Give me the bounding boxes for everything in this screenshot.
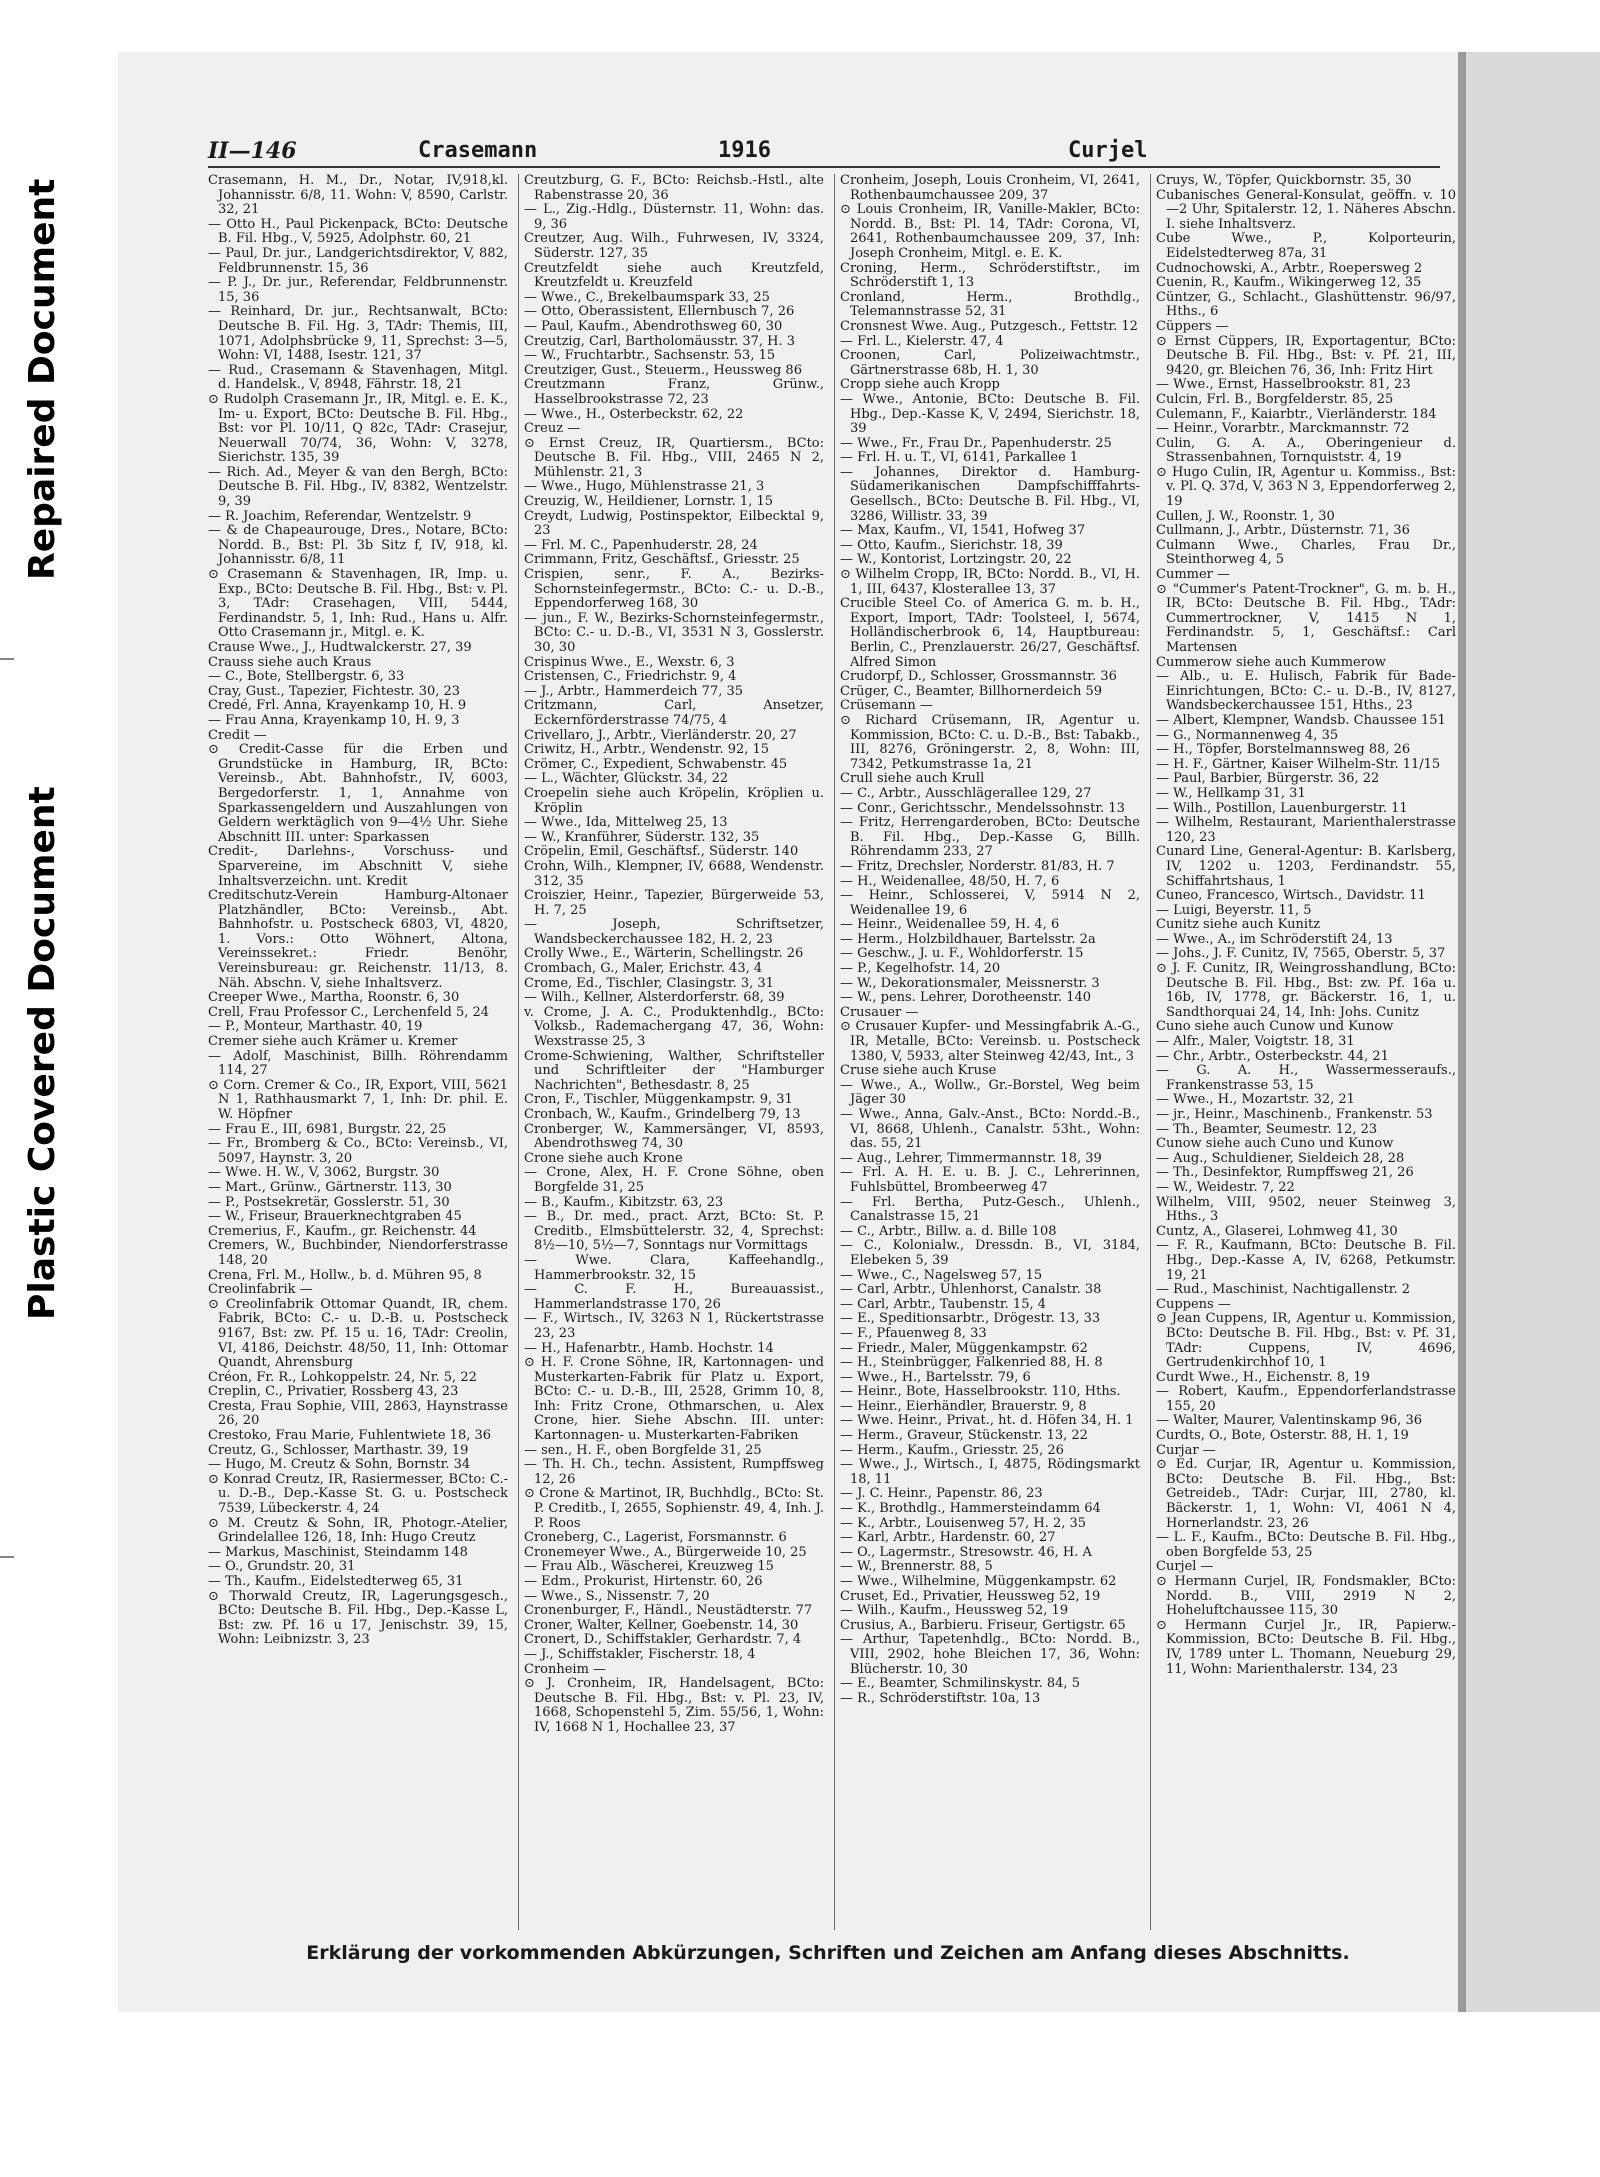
directory-entry: — Joseph, Schriftsetzer, Wandsbeckerchaussee 182, H. 2, 23 xyxy=(524,917,824,947)
directory-entry: Crimmann, Fritz, Geschäftsf., Griesstr. 25 xyxy=(524,552,800,568)
sidebar-tick xyxy=(0,1556,14,1558)
directory-entry: — Heinr., Weidenallee 59, H. 4, 6 xyxy=(840,917,1060,933)
directory-entry: — Carl, Arbtr., Uhlenhorst, Canalstr. 38 xyxy=(840,1282,1102,1298)
directory-entry: — Hugo, M. Creutz & Sohn, Bornstr. 34 xyxy=(208,1457,471,1473)
directory-entry: — Frau E., III, 6981, Burgstr. 22, 25 xyxy=(208,1121,447,1137)
directory-entry: Crestoko, Frau Marie, Fuhlentwiete 18, 36 xyxy=(208,1428,492,1444)
directory-entry: — L., Zig.-Hdlg., Düsternstr. 11, Wohn: das. 9, 36 xyxy=(524,202,824,232)
directory-entry: Crone siehe auch Krone xyxy=(524,1150,683,1166)
directory-entry: — Herm., Graveur, Stückenstr. 13, 22 xyxy=(840,1428,1088,1444)
directory-entry: — C. F. H., Bureauassist., Hammerlandstrasse 170, 26 xyxy=(524,1282,824,1312)
directory-entry: ⊙ Ernst Creuz, IR, Quartiersm., BCto: Deutsche B. Fil. Hbg., VIII, 2465 N 2, Mühlenstr. 21, 3 xyxy=(524,435,824,480)
directory-entry: — Geschw., J. u. F., Wohldorferstr. 15 xyxy=(840,946,1084,962)
directory-entry: Creuz — xyxy=(524,421,581,437)
directory-entry: Cruys, W., Töpfer, Quickbornstr. 35, 30 xyxy=(1156,174,1412,188)
directory-entry: — H., Steinbrügger, Falkenried 88, H. 8 xyxy=(840,1355,1103,1371)
directory-entry: — W., Kranführer, Süderstr. 132, 35 xyxy=(524,829,760,845)
directory-entry: ⊙ Louis Cronheim, IR, Vanille-Makler, BCto: Nordd. B., Bst: Pl. 14, TAdr: Corona, VI, 2641, Rothenbaumchaussee 209, 37, Inh: Joseph Cronheim, Mitgl. e. E. K. xyxy=(840,202,1140,261)
directory-entry: Curjar — xyxy=(1156,1442,1216,1458)
directory-entry: Creuzig, W., Heildiener, Lornstr. 1, 15 xyxy=(524,494,774,510)
directory-entry: — J., Schiffstakler, Fischerstr. 18, 4 xyxy=(524,1646,756,1662)
directory-entry: — Heinr., Bote, Hasselbrookstr. 110, Hths. xyxy=(840,1384,1121,1400)
directory-entry: Crivellaro, J., Arbtr., Vierländerstr. 20, 27 xyxy=(524,727,797,743)
directory-entry: Creydt, Ludwig, Postinspektor, Eilbecktal 9, 23 xyxy=(524,508,824,539)
directory-entry: — W., Dekorationsmaler, Meissnerstr. 3 xyxy=(840,975,1100,991)
directory-entry: Cröpelin, Emil, Geschäftsf., Süderstr. 140 xyxy=(524,844,799,860)
directory-entry: Cremer siehe auch Krämer u. Kremer xyxy=(208,1034,458,1050)
directory-entry: Creolinfabrik — xyxy=(208,1282,313,1298)
directory-entry: — H., Töpfer, Borstelmannsweg 88, 26 xyxy=(1156,742,1411,758)
directory-entry: — Wwe., H., Mozartstr. 32, 21 xyxy=(1156,1092,1355,1108)
first-name-range: Crasemann xyxy=(418,138,538,163)
directory-entry: — C., Arbtr., Ausschlägerallee 129, 27 xyxy=(840,785,1092,801)
directory-entry: Crömer, C., Expedient, Schwabenstr. 45 xyxy=(524,756,788,772)
directory-entry: Crull siehe auch Krull xyxy=(840,771,985,787)
directory-entry: — K., Brothdlg., Hammersteindamm 64 xyxy=(840,1501,1101,1517)
directory-entry: Cronenburger, F., Händl., Neustädterstr. 77 xyxy=(524,1603,813,1619)
directory-entry: Crasemann, H. M., Dr., Notar, IV,918,kl. Johannisstr. 6/8, 11. Wohn: V, 8590, Carlstr. 32, 21 xyxy=(208,174,508,218)
directory-entry: Creutzig, Carl, Bartholomäusstr. 37, H. 3 xyxy=(524,333,796,349)
directory-entry: — Th., Beamter, Seumestr. 12, 23 xyxy=(1156,1121,1378,1137)
directory-entry: — P., Postsekretär, Gosslerstr. 51, 30 xyxy=(208,1194,450,1210)
directory-entry: — Wwe., Wilhelmine, Müggenkampstr. 62 xyxy=(840,1574,1117,1589)
directory-entry: Cuneo, Francesco, Wirtsch., Davidstr. 11 xyxy=(1156,888,1426,904)
directory-entry: Culmann Wwe., Charles, Frau Dr., Steinthorweg 4, 5 xyxy=(1156,537,1456,568)
directory-entry: Cray, Gust., Tapezier, Fichtestr. 30, 23 xyxy=(208,683,461,699)
directory-entry: — P. J., Dr. jur., Referendar, Feldbrunnenstr. 15, 36 xyxy=(208,275,508,305)
directory-entry: Crombach, G., Maler, Erichstr. 43, 4 xyxy=(524,961,763,977)
directory-entry: Crüger, C., Beamter, Billhornerdeich 59 xyxy=(840,683,1102,699)
directory-entry: — O., Lagermstr., Stresowstr. 46, H. A xyxy=(840,1544,1092,1560)
directory-entry: Cube Wwe., P., Kolporteurin, Eidelstedterweg 87a, 31 xyxy=(1156,231,1456,261)
directory-entry: Cronemeyer Wwe., A., Bürgerweide 10, 25 xyxy=(524,1544,807,1560)
column-divider xyxy=(1150,174,1151,1930)
directory-entry: Curjel — xyxy=(1156,1559,1214,1575)
directory-entry: Crucible Steel Co. of America G. m. b. H., Export, Import, TAdr: Toolsteel, I, 5674, Holländischerbrook 6, 14, Hauptbureau: Berlin, C., Prenzlauerstr. 26/27, Geschäftsf. Alfred Simon xyxy=(840,596,1140,670)
directory-entry: Cuno siehe auch Cunow und Kunow xyxy=(1156,1019,1394,1035)
directory-entry: — & de Chapeaurouge, Dres., Notare, BCto: Nordd. B., Bst: Pl. 3b Sitz f, IV, 918, kl. Johannisstr. 6/8, 11 xyxy=(208,523,508,568)
page-header xyxy=(208,138,1298,178)
directory-entry: — Wwe. Heinr., Privat., ht. d. Höfen 34, H. 1 xyxy=(840,1413,1134,1429)
directory-entry: — Mart., Grünw., Gärtnerstr. 113, 30 xyxy=(208,1179,452,1195)
directory-entry: — Johs., J. F. Cunitz, IV, 7565, Oberstr. 5, 37 xyxy=(1156,946,1446,962)
directory-entry: — G., Normannenweg 4, 35 xyxy=(1156,727,1339,743)
directory-entry: Crohn, Wilh., Klempner, IV, 6688, Wendenstr. 312, 35 xyxy=(524,858,824,889)
directory-entry: ⊙ Jean Cuppens, IR, Agentur u. Kommission, BCto: Deutsche B. Fil. Hbg., Bst: v. Pf. 31, TAdr: Cuppens, IV, 4696, Gertrudenkirchhof 10, 1 xyxy=(1156,1311,1456,1371)
directory-entry: Cronbach, W., Kaufm., Grindelberg 79, 13 xyxy=(524,1107,801,1122)
abbreviation-footnote: Erklärung der vorkommenden Abkürzungen, Schriften und Zeichen am Anfang dieses Abschnitts. xyxy=(306,1942,1350,1964)
directory-entry: — Wwe., Ida, Mittelweg 25, 13 xyxy=(524,815,728,831)
directory-entry: — Wwe., Ernst, Hasselbrookstr. 81, 23 xyxy=(1156,377,1411,393)
directory-column xyxy=(524,174,824,1964)
directory-entry: — Heinr., Schlosserei, V, 5914 N 2, Weidenallee 19, 6 xyxy=(840,888,1140,918)
directory-entry: — H., Weidenallee, 48/50, H. 7, 6 xyxy=(840,873,1060,889)
directory-entry: — Wilh., Kaufm., Heussweg 52, 19 xyxy=(840,1603,1069,1619)
directory-entry: — Robert, Kaufm., Eppendorferlandstrasse 155, 20 xyxy=(1156,1384,1456,1414)
directory-entry: — W., Friseur, Brauerknechtgraben 45 xyxy=(208,1209,462,1225)
directory-entry: ⊙ Wilhelm Cropp, IR, BCto: Nordd. B., VI, H. 1, III, 6437, Klosterallee 13, 37 xyxy=(840,567,1140,597)
directory-entry: — P., Monteur, Marthastr. 40, 19 xyxy=(208,1019,423,1035)
directory-entry: Croiszier, Heinr., Tapezier, Bürgerweide 53, H. 7, 25 xyxy=(524,888,824,918)
directory-entry: Crolly Wwe., E., Wärterin, Schellingstr. 26 xyxy=(524,946,804,962)
directory-entry: — Frau Alb., Wäscherei, Kreuzweg 15 xyxy=(524,1559,774,1575)
directory-column xyxy=(1156,174,1456,1964)
directory-column xyxy=(208,174,508,1964)
directory-entry: Cunow siehe auch Cuno und Kunow xyxy=(1156,1136,1394,1152)
directory-entry: ⊙ Ernst Cüppers, IR, Exportagentur, BCto: Deutsche B. Fil. Hbg., Bst: v. Pf. 21, III, 9420, gr. Bleichen 76, 36, Inh: Fritz Hirt xyxy=(1156,333,1456,378)
directory-entry: — W., Kontorist, Lortzingstr. 20, 22 xyxy=(840,552,1072,568)
directory-entry: Cristensen, C., Friedrichstr. 9, 4 xyxy=(524,669,737,685)
directory-entry: — jr., Heinr., Maschinenb., Frankenstr. 53 xyxy=(1156,1107,1433,1122)
directory-entry: — Aug., Lehrer, Timmermannstr. 18, 39 xyxy=(840,1150,1102,1166)
directory-entry: ⊙ Thorwald Creutz, IR, Lagerungsgesch., BCto: Deutsche B. Fil. Hbg., Dep.-Kasse L, Bst: zw. Pf. 16 u 17, Jenischstr. 39, 15, Wohn: Leibnizstr. 3, 23 xyxy=(208,1588,508,1648)
directory-entry: — G. A. H., Wassermesseraufs., Frankenstrasse 53, 15 xyxy=(1156,1063,1456,1093)
directory-entry: Cummerow siehe auch Kummerow xyxy=(1156,654,1386,670)
directory-entry: Crudorpf, D., Schlosser, Grossmannstr. 36 xyxy=(840,669,1117,685)
directory-entry: Cüppers — xyxy=(1156,318,1229,334)
directory-entry: — J., Arbtr., Hammerdeich 77, 35 xyxy=(524,683,744,699)
directory-entry: Creutzburg, G. F., BCto: Reichsb.-Hstl., alte Rabenstrasse 20, 36 xyxy=(524,174,824,203)
directory-entry: — B., Kaufm., Kibitzstr. 63, 23 xyxy=(524,1194,724,1210)
directory-entry: — Fritz, Drechsler, Norderstr. 81/83, H. 7 xyxy=(840,858,1115,874)
directory-entry: Crauss siehe auch Kraus xyxy=(208,654,372,670)
directory-entry: — Carl, Arbtr., Taubenstr. 15, 4 xyxy=(840,1296,1046,1312)
directory-entry: — H., Hafenarbtr., Hamb. Hochstr. 14 xyxy=(524,1340,774,1356)
directory-entry: — Wwe., S., Nissenstr. 7, 20 xyxy=(524,1588,710,1604)
directory-entry: — Herm., Kaufm., Griesstr. 25, 26 xyxy=(840,1442,1064,1458)
directory-entry: — C., Arbtr., Billw. a. d. Bille 108 xyxy=(840,1223,1057,1239)
directory-entry: — Th., Kaufm., Eidelstedterweg 65, 31 xyxy=(208,1574,464,1589)
directory-entry: — Edm., Prokurist, Hirtenstr. 60, 26 xyxy=(524,1574,763,1589)
directory-entry: — Wwe., H., Osterbeckstr. 62, 22 xyxy=(524,406,744,422)
directory-entry: Cudnochowski, A., Arbtr., Roepersweg 2 xyxy=(1156,260,1423,276)
directory-entry: — Wwe. Clara, Kaffeehandlg., Hammerbrookstr. 32, 15 xyxy=(524,1252,824,1283)
directory-entry: Cronert, D., Schiffstakler, Gerhardstr. 7, 4 xyxy=(524,1632,802,1648)
directory-entry: Cruse siehe auch Kruse xyxy=(840,1063,997,1079)
directory-entry: Cuenin, R., Kaufm., Wikingerweg 12, 35 xyxy=(1156,275,1422,291)
directory-entry: — Heinr., Eierhändler, Brauerstr. 9, 8 xyxy=(840,1398,1087,1414)
directory-entry: Crome, Ed., Tischler, Clasingstr. 3, 31 xyxy=(524,975,774,991)
directory-entry: — L., Wächter, Glückstr. 34, 22 xyxy=(524,771,729,787)
directory-entry: — W., pens. Lehrer, Dorotheenstr. 140 xyxy=(840,990,1092,1006)
directory-entry: ⊙ Hermann Curjel, IR, Fondsmakler, BCto: Nordd. B., VIII, 2919 N 2, Hoheluftchaussee 115, 30 xyxy=(1156,1574,1456,1619)
directory-entry: — Aug., Schuldiener, Sieldeich 28, 28 xyxy=(1156,1150,1405,1166)
year-label: 1916 xyxy=(718,138,771,163)
directory-entry: ⊙ Hermann Curjel Jr., IR, Papierw.-Kommission, BCto: Deutsche B. Fil. Hbg., IV, 1789 unter L. Thomann, Neueburg 29, 11, Wohn: Marienthalerstr. 134, 23 xyxy=(1156,1617,1456,1677)
directory-entry: Cron, F., Tischler, Müggenkampstr. 9, 31 xyxy=(524,1092,793,1108)
directory-entry: Cronsnest Wwe. Aug., Putzgesch., Fettstr. 12 xyxy=(840,318,1138,334)
directory-entry: Cronberger, W., Kammersänger, VI, 8593, Abendrothsweg 74, 30 xyxy=(524,1121,824,1152)
directory-entry: — Frl. H. u. T., VI, 6141, Parkallee 1 xyxy=(840,450,1079,466)
header-rule xyxy=(208,166,1440,168)
directory-entry: — Rud., Crasemann & Stavenhagen, Mitgl. d. Handelsk., V, 8948, Fährstr. 18, 21 xyxy=(208,362,508,393)
directory-entry: — L. F., Kaufm., BCto: Deutsche B. Fil. Hbg., oben Borgfelde 53, 25 xyxy=(1156,1530,1456,1560)
directory-entry: — Wwe., C., Brekelbaumspark 33, 25 xyxy=(524,289,770,305)
directory-entry: Croepelin siehe auch Kröpelin, Kröplien u. Kröplin xyxy=(524,785,824,816)
directory-entry: Creplin, C., Privatier, Rossberg 43, 23 xyxy=(208,1384,459,1400)
directory-entry: — Fr., Bromberg & Co., BCto: Vereinsb., VI, 5097, Haynstr. 3, 20 xyxy=(208,1136,508,1166)
directory-entry: — Th. H. Ch., techn. Assistent, Rumpffsweg 12, 26 xyxy=(524,1457,824,1487)
directory-entry: ⊙ J. Cronheim, IR, Handelsagent, BCto: Deutsche B. Fil. Hbg., Bst: v. Pl. 23, IV, 1668, Schopenstehl 5, Zim. 55/56, 1, Wohn: IV, 1668 N 1, Hochallee 23, 37 xyxy=(524,1676,824,1735)
directory-entry: Crome-Schwiening, Walther, Schriftsteller und Schriftleiter der "Hamburger Nachrichten", Bethesdastr. 8, 25 xyxy=(524,1048,824,1093)
directory-entry: — H. F., Gärtner, Kaiser Wilhelm-Str. 11/15 xyxy=(1156,756,1441,772)
column-divider xyxy=(518,174,519,1930)
directory-entry: v. Crome, J. A. C., Produktenhdlg., BCto: Volksb., Rademachergang 47, 36, Wohn: Wexstrasse 25, 3 xyxy=(524,1004,824,1050)
directory-entry: Criwitz, H., Arbtr., Wendenstr. 92, 15 xyxy=(524,742,770,758)
directory-entry: Cronheim — xyxy=(524,1661,607,1677)
directory-entry: Creutz, G., Schlosser, Marthastr. 39, 19 xyxy=(208,1442,469,1458)
directory-entry: — Heinr., Vorarbtr., Marckmannstr. 72 xyxy=(1156,421,1410,437)
directory-entry: Cremerius, F., Kaufm., gr. Reichenstr. 44 xyxy=(208,1223,477,1239)
plastic-covered-document-label: Plastic Covered Document xyxy=(22,786,63,1320)
directory-entry: — F. R., Kaufmann, BCto: Deutsche B. Fil. Hbg., Dep.-Kasse A, IV, 6268, Petkumstr. 19, 21 xyxy=(1156,1238,1456,1283)
directory-entry: — jun., F. W., Bezirks-Schornsteinfegermstr., BCto: C.- u. D.-B., VI, 3531 N 3, Gosslerstr. 30, 30 xyxy=(524,610,824,655)
directory-entry: Crusius, A., Barbieru. Friseur, Gertigstr. 65 xyxy=(840,1617,1126,1633)
directory-entry: ⊙ Crusauer Kupfer- und Messingfabrik A.-G., IR, Metalle, BCto: Vereinsb. u. Postscheck 1380, V, 5933, alter Steinweg 42/43, Int., 3 xyxy=(840,1019,1140,1064)
directory-entry: — Frl. A. H. E. u. B. J. C., Lehrerinnen, Fuhlsbüttel, Brombeerweg 47 xyxy=(840,1165,1140,1195)
directory-entry: ⊙ Richard Crüsemann, IR, Agentur u. Kommission, BCto: C. u. D.-B., Bst: Tabakb., III, 8276, Gröningerstr. 2, 8, Wohn: III, 7342, Petkumstrasse 1a, 21 xyxy=(840,712,1140,772)
directory-entry: — Wwe., C., Nagelsweg 57, 15 xyxy=(840,1267,1043,1283)
directory-entry: — W., Fruchtarbtr., Sachsenstr. 53, 15 xyxy=(524,348,776,364)
directory-entry: — Arthur, Tapetenhdlg., BCto: Nordd. B., VIII, 2902, hohe Bleichen 17, 36, Wohn: Blücherstr. 10, 30 xyxy=(840,1632,1140,1677)
directory-entry: ⊙ Corn. Cremer & Co., IR, Export, VIII, 5621 N 1, Rathhausmarkt 7, 1, Inh: Dr. phil. E. W. Höpfner xyxy=(208,1077,508,1122)
directory-entry: Culin, G. A. A., Oberingenieur d. Strassenbahnen, Tornquiststr. 4, 19 xyxy=(1156,435,1456,466)
directory-entry: — Frau Anna, Krayenkamp 10, H. 9, 3 xyxy=(208,712,460,728)
directory-entry: — Crone, Alex, H. F. Crone Söhne, oben Borgfelde 31, 25 xyxy=(524,1165,824,1195)
directory-entry: — Markus, Maschinist, Steindamm 148 xyxy=(208,1544,468,1560)
directory-entry: Croneberg, C., Lagerist, Forsmannstr. 6 xyxy=(524,1530,787,1546)
directory-entry: — Johannes, Direktor d. Hamburg-Südamerikanischen Dampfschifffahrts-Gesellsch., BCto: Deutsche B. Fil. Hbg., VI, 3286, Willistr. 33, 39 xyxy=(840,464,1140,524)
directory-entry: — Albert, Klempner, Wandsb. Chaussee 151 xyxy=(1156,712,1446,728)
directory-entry: ⊙ Creolinfabrik Ottomar Quandt, IR, chem. Fabrik, BCto: C.- u. D.-B. u. Postscheck 9167, Bst: zw. Pf. 15 u. 16, TAdr: Creolin, VI, 4186, Deichstr. 48/50, 11, Inh: Ottomar Quandt, Ahrensburg xyxy=(208,1296,508,1371)
directory-entry: Crusauer — xyxy=(840,1004,919,1020)
directory-entry: Culemann, F., Kaiarbtr., Vierländerstr. 184 xyxy=(1156,406,1437,422)
directory-entry: — E., Beamter, Schmilinskystr. 84, 5 xyxy=(840,1676,1080,1692)
directory-entry: ⊙ J. F. Cunitz, IR, Weingrosshandlung, BCto: Deutsche B. Fil. Hbg., Bst: zw. Pf. 16a u. 16b, IV, 1778, gr. Bäckerstr. 16, 1, u. Sandthorquai 24, 14, Inh: Johs. Cunitz xyxy=(1156,961,1456,1020)
directory-entry: — Friedr., Maler, Müggenkampstr. 62 xyxy=(840,1340,1088,1356)
directory-entry: — E., Speditionsarbtr., Drögestr. 13, 33 xyxy=(840,1311,1101,1327)
directory-entry: — Th., Desinfektor, Rumpffsweg 21, 26 xyxy=(1156,1165,1414,1181)
directory-entry: — Wwe., A., Wollw., Gr.-Borstel, Weg beim Jäger 30 xyxy=(840,1077,1140,1108)
directory-entry: — C., Kolonialw., Dressdn. B., VI, 3184, Elebeken 5, 39 xyxy=(840,1238,1140,1268)
directory-entry: Creutziger, Gust., Steuerm., Heussweg 86 xyxy=(524,362,802,378)
directory-entry: — Conr., Gerichtsschr., Mendelssohnstr. 13 xyxy=(840,800,1125,816)
directory-entry: — Wwe., Fr., Frau Dr., Papenhuderstr. 25 xyxy=(840,435,1112,451)
directory-entry: ⊙ M. Creutz & Sohn, IR, Photogr.-Atelier, Grindelallee 126, 18, Inh: Hugo Creutz xyxy=(208,1515,508,1546)
directory-entry: — Wwe., Antonie, BCto: Deutsche B. Fil. Hbg., Dep.-Kasse K, V, 2494, Sierichstr. 18, 39 xyxy=(840,391,1140,437)
sidebar-tick xyxy=(0,658,14,660)
directory-entry: — Wwe., Hugo, Mühlenstrasse 21, 3 xyxy=(524,479,765,495)
directory-entry: Cunard Line, General-Agentur: B. Karlsberg, IV, 1202 u. 1203, Ferdinandstr. 55, Schiffahrtshaus, 1 xyxy=(1156,844,1456,889)
directory-entry: — Otto, Kaufm., Sierichstr. 18, 39 xyxy=(840,537,1063,553)
directory-entry: Cummer — xyxy=(1156,567,1231,583)
directory-entry: Crena, Frl. M., Hollw., b. d. Mühren 95, 8 xyxy=(208,1267,482,1283)
directory-entry: ⊙ Rudolph Crasemann Jr., IR, Mitgl. e. E. K., Im- u. Export, BCto: Deutsche B. Fil. Hbg., Bst: vor Pl. 10/11, Q 82c, TAdr: Crasejur, Neuerwall 70/74, 36, Wohn: V, 3278, Sierichstr. 135, 39 xyxy=(208,391,508,466)
directory-entry: — Wwe., Anna, Galv.-Anst., BCto: Nordd.-B., VI, 8668, Uhlenh., Canalstr. 53ht., Wohn: das. 55, 21 xyxy=(840,1107,1140,1152)
directory-entry: — Rich. Ad., Meyer & van den Bergh, BCto: Deutsche B. Fil. Hbg., IV, 8382, Wentzelstr. 9, 39 xyxy=(208,464,508,510)
directory-entry: — Frl. M. C., Papenhuderstr. 28, 24 xyxy=(524,537,758,553)
directory-entry: Crispinus Wwe., E., Wexstr. 6, 3 xyxy=(524,654,735,670)
directory-entry: Creditschutz-Verein Hamburg-Altonaer Platzhändler, BCto: Vereinsb., Abt. Bahnhofstr. u. Postscheck 6803, VI, 4820, 1. Vors.: Otto Wöhnert, Altona, Vereinssekret.: Friedr. Benöhr, Vereinsbureau: gr. Reichenstr. 11/13, 8. Näh. Abschn. V, siehe Inhaltsverz. xyxy=(208,888,508,991)
directory-entry: Critzmann, Carl, Ansetzer, Eckernförderstrasse 74/75, 4 xyxy=(524,698,824,728)
directory-entry: — Alb., u. E. Hulisch, Fabrik für Bade-Einrichtungen, BCto: C.- u. D.-B., IV, 8127, Wandsbeckerchaussee 151, Hths., 23 xyxy=(1156,669,1456,714)
directory-entry: Creeper Wwe., Martha, Roonstr. 6, 30 xyxy=(208,990,460,1006)
column-divider xyxy=(834,174,835,1930)
directory-entry: — R., Schröderstiftstr. 10a, 13 xyxy=(840,1690,1041,1706)
directory-entry: — Walter, Maurer, Valentinskamp 96, 36 xyxy=(1156,1413,1422,1429)
directory-entry: — Otto H., Paul Pickenpack, BCto: Deutsche B. Fil. Hbg., V, 5925, Adolphstr. 60, 21 xyxy=(208,216,508,247)
directory-entry: — Wwe., A., im Schröderstift 24, 13 xyxy=(1156,931,1393,947)
directory-entry: — Paul, Kaufm., Abendrothsweg 60, 30 xyxy=(524,318,783,334)
directory-entry: Cremers, W., Buchbinder, Niendorferstrasse 148, 20 xyxy=(208,1238,508,1268)
directory-entry: — Otto, Oberassistent, Ellernbusch 7, 26 xyxy=(524,304,795,320)
directory-entry: — Karl, Arbtr., Hardenstr. 60, 27 xyxy=(840,1530,1056,1546)
directory-entry: Cropp siehe auch Kropp xyxy=(840,377,1000,393)
directory-entry: — Luigi, Beyerstr. 11, 5 xyxy=(1156,902,1312,918)
directory-entry: ⊙ H. F. Crone Söhne, IR, Kartonnagen- und Musterkarten-Fabrik für Platz u. Export, BCto: C.- u. D.-B., III, 2528, Grimm 10, 8, Inh: Fritz Crone, Othmarschen, u. Alex Crone, hier. Siehe Abschn. III. unter: Kartonnagen- u. Musterkarten-Fabriken xyxy=(524,1355,824,1444)
directory-entry: — Rud., Maschinist, Nachtigallenstr. 2 xyxy=(1156,1282,1411,1298)
directory-entry: — Fritz, Herrengarderoben, BCto: Deutsche B. Fil. Hbg., Dep.-Kasse G, Billh. Röhrendamm 233, 27 xyxy=(840,815,1140,860)
directory-entry: Cronheim, Joseph, Louis Cronheim, VI, 2641, Rothenbaumchaussee 209, 37 xyxy=(840,174,1140,203)
directory-entry: ⊙ Credit-Casse für die Erben und Grundstücke in Hamburg, IR, BCto: Vereinsb., Abt. Bahnhofstr., IV, 6003, Bergedorferstr. 1, 1, Annahme von Sparkassengeldern und Auszahlungen von Geldern werktäglich von 9—4½ Uhr. Siehe Abschnitt III. unter: Sparkassen xyxy=(208,742,508,845)
directory-entry: Croning, Herm., Schröderstiftstr., im Schröderstift 1, 13 xyxy=(840,260,1140,291)
last-name-range: Curjel xyxy=(1068,138,1148,163)
directory-entry: Cuppens — xyxy=(1156,1296,1231,1312)
directory-entry: — Paul, Barbier, Bürgerstr. 36, 22 xyxy=(1156,771,1380,787)
directory-entry: Cuntz, A., Glaserei, Lohmweg 41, 30 xyxy=(1156,1223,1398,1239)
directory-entry: Wilhelm, VIII, 9502, neuer Steinweg 3, Hths., 3 xyxy=(1156,1194,1456,1225)
directory-entry: — Adolf, Maschinist, Billh. Röhrendamm 114, 27 xyxy=(208,1048,508,1079)
directory-entry: — F., Pfauenweg 8, 33 xyxy=(840,1325,987,1341)
directory-column xyxy=(840,174,1140,1964)
directory-entry: — Alfr., Maler, Voigtstr. 18, 31 xyxy=(1156,1034,1355,1050)
directory-entry: ⊙ Crone & Martinot, IR, Buchhdlg., BCto: St. P. Creditb., I, 2655, Sophienstr. 49, 4, Inh. J. P. Roos xyxy=(524,1486,824,1531)
directory-entry: Créon, Fr. R., Lohkoppelstr. 24, Nr. 5, 22 xyxy=(208,1369,477,1385)
directory-entry: Crell, Frau Professor C., Lerchenfeld 5, 24 xyxy=(208,1004,490,1020)
directory-entry: Cullen, J. W., Roonstr. 1, 30 xyxy=(1156,508,1335,524)
directory-entry: — Wwe., J., Wirtsch., I, 4875, Rödingsmarkt 18, 11 xyxy=(840,1457,1140,1487)
directory-entry: Crispien, senr., F. A., Bezirks-Schornsteinfegermstr., BCto: C.- u. D.-B., Eppendorferweg 168, 30 xyxy=(524,567,824,612)
directory-entry: Culcin, Frl. B., Borgfelderstr. 85, 25 xyxy=(1156,391,1394,407)
directory-entry: — Wilhelm, Restaurant, Marienthalerstrasse 120, 23 xyxy=(1156,815,1456,845)
directory-entry: — Wwe., H., Bartelsstr. 79, 6 xyxy=(840,1369,1031,1385)
directory-entry: Crause Wwe., J., Hudtwalckerstr. 27, 39 xyxy=(208,640,472,655)
directory-entry: — K., Arbtr., Louisenweg 57, H. 2, 35 xyxy=(840,1515,1087,1531)
scan-shadow-edge xyxy=(1458,52,1466,2012)
directory-entry: Cunitz siehe auch Kunitz xyxy=(1156,917,1321,933)
directory-entry: — W., Brennerstr. 88, 5 xyxy=(840,1559,993,1575)
directory-entry: — Wilh., Postillon, Lauenburgerstr. 11 xyxy=(1156,800,1408,816)
page-number: II—146 xyxy=(208,138,297,164)
directory-entry: — Frl. L., Kielerstr. 47, 4 xyxy=(840,333,1004,349)
directory-entry: — sen., H. F., oben Borgfelde 31, 25 xyxy=(524,1442,762,1458)
directory-entry: Creutzmann Franz, Grünw., Hasselbrookstrasse 72, 23 xyxy=(524,377,824,407)
directory-entry: — P., Kegelhofstr. 14, 20 xyxy=(840,961,1001,977)
directory-entry: — Frl. Bertha, Putz-Gesch., Uhlenh., Canalstrasse 15, 21 xyxy=(840,1194,1140,1225)
directory-entry: Cullmann, J., Arbtr., Düsternstr. 71, 36 xyxy=(1156,523,1410,539)
directory-entry: — Wilh., Kellner, Alsterdorferstr. 68, 39 xyxy=(524,990,785,1006)
directory-entry: — Chr., Arbtr., Osterbeckstr. 44, 21 xyxy=(1156,1048,1389,1064)
directory-entry: ⊙ Crasemann & Stavenhagen, IR, Imp. u. Exp., BCto: Deutsche B. Fil. Hbg., Bst: v. Pl. 3, TAdr: Crasehagen, VIII, 5444, Ferdinandstr. 5, 1, Inh: Rud., Hans u. Alfr. Otto Crasemann jr., Mitgl. e. K. xyxy=(208,567,508,641)
directory-entry: Creutzer, Aug. Wilh., Fuhrwesen, IV, 3324, Süderstr. 127, 35 xyxy=(524,231,824,261)
directory-entry: Creutzfeldt siehe auch Kreutzfeld, Kreutzfeldt u. Kreuzfeld xyxy=(524,260,824,291)
directory-entry: Credit-, Darlehns-, Vorschuss- und Sparvereine, im Abschnitt V, siehe Inhaltsverzeichn. unt. Kredit xyxy=(208,844,508,889)
directory-entry: ⊙ Konrad Creutz, IR, Rasiermesser, BCto: C.- u. D.-B., Dep.-Kasse St. G. u. Postscheck 7539, Lübeckerstr. 4, 24 xyxy=(208,1471,508,1517)
directory-entry: — W., Weidestr. 7, 22 xyxy=(1156,1179,1295,1195)
directory-entry: — W., Hellkamp 31, 31 xyxy=(1156,785,1306,801)
directory-entry: ⊙ Hugo Culin, IR, Agentur u. Kommiss., Bst: v. Pl. Q. 37d, V, 363 N 3, Eppendorferweg 2, 19 xyxy=(1156,464,1456,510)
scan-background-edge xyxy=(1458,52,1600,2012)
directory-entry: — R. Joachim, Referendar, Wentzelstr. 9 xyxy=(208,508,472,524)
directory-entry: Cruset, Ed., Privatier, Heussweg 52, 19 xyxy=(840,1588,1101,1604)
directory-entry: Cubanisches General-Konsulat, geöffn. v. 10—2 Uhr, Spitalerstr. 12, 1. Näheres Abschn. I. siehe Inhaltsverz. xyxy=(1156,187,1456,232)
repaired-document-label: Repaired Document xyxy=(22,178,63,580)
directory-columns xyxy=(208,174,1456,1930)
directory-entry: — Max, Kaufm., VI, 1541, Hofweg 37 xyxy=(840,523,1086,539)
directory-entry: Credit — xyxy=(208,727,267,743)
directory-entry: — Herm., Holzbildhauer, Bartelsstr. 2a xyxy=(840,931,1096,947)
directory-entry: ⊙ "Cummer's Patent-Trockner", G. m. b. H., IR, BCto: Deutsche B. Fil. Hbg., TAdr: Cummertrockner, V, 1415 N 1, Ferdinandstr. 5, 1, Geschäftsf.: Carl Martensen xyxy=(1156,581,1456,655)
directory-entry: Croner, Walter, Kellner, Goebenstr. 14, 30 xyxy=(524,1617,799,1633)
directory-entry: — Wwe. H. W., V, 3062, Burgstr. 30 xyxy=(208,1165,440,1181)
directory-entry: Curdt Wwe., H., Eichenstr. 8, 19 xyxy=(1156,1369,1370,1385)
directory-entry: — C., Bote, Stellbergstr. 6, 33 xyxy=(208,669,405,685)
directory-entry: Credé, Frl. Anna, Krayenkamp 10, H. 9 xyxy=(208,698,467,714)
directory-entry: Cresta, Frau Sophie, VIII, 2863, Haynstrasse 26, 20 xyxy=(208,1398,508,1429)
directory-entry: — Paul, Dr. jur., Landgerichtsdirektor, V, 882, Feldbrunnenstr. 15, 36 xyxy=(208,245,508,276)
directory-entry: Cronland, Herm., Brothdlg., Telemannstrasse 52, 31 xyxy=(840,289,1140,320)
directory-entry: — J. C. Heinr., Papenstr. 86, 23 xyxy=(840,1486,1043,1502)
directory-entry: Cüntzer, G., Schlacht., Glashüttenstr. 96/97, Hths., 6 xyxy=(1156,289,1456,320)
directory-entry: Crüsemann — xyxy=(840,698,933,714)
directory-entry: — Reinhard, Dr. jur., Rechtsanwalt, BCto: Deutsche B. Fil. Hg. 3, TAdr: Themis, III, 1071, Adolphsbrücke 9, 11, Sprechst: 3—5, Wohn: VI, 1488, Isestr. 121, 37 xyxy=(208,304,508,364)
directory-entry: — B., Dr. med., pract. Arzt, BCto: St. P. Creditb., Elmsbüttelerstr. 32, 4, Sprechst: 8½—10, 5½—7, Sonntags nur Vormittags xyxy=(524,1209,824,1254)
directory-entry: ⊙ Ed. Curjar, IR, Agentur u. Kommission, BCto: Deutsche B. Fil. Hbg., Bst: Getreideb., TAdr: Curjar, III, 2780, kl. Bäckerstr. 1, 1, Wohn: VI, 4061 N 4, Hornerlandstr. 23, 26 xyxy=(1156,1457,1456,1531)
directory-entry: — F., Wirtsch., IV, 3263 N 1, Rückertstrasse 23, 23 xyxy=(524,1311,824,1341)
directory-entry: — O., Grundstr. 20, 31 xyxy=(208,1559,356,1575)
directory-entry: Croonen, Carl, Polizeiwachtmstr., Gärtnerstrasse 68b, H. 1, 30 xyxy=(840,348,1140,378)
directory-entry: Curdts, O., Bote, Osterstr. 88, H. 1, 19 xyxy=(1156,1428,1409,1444)
